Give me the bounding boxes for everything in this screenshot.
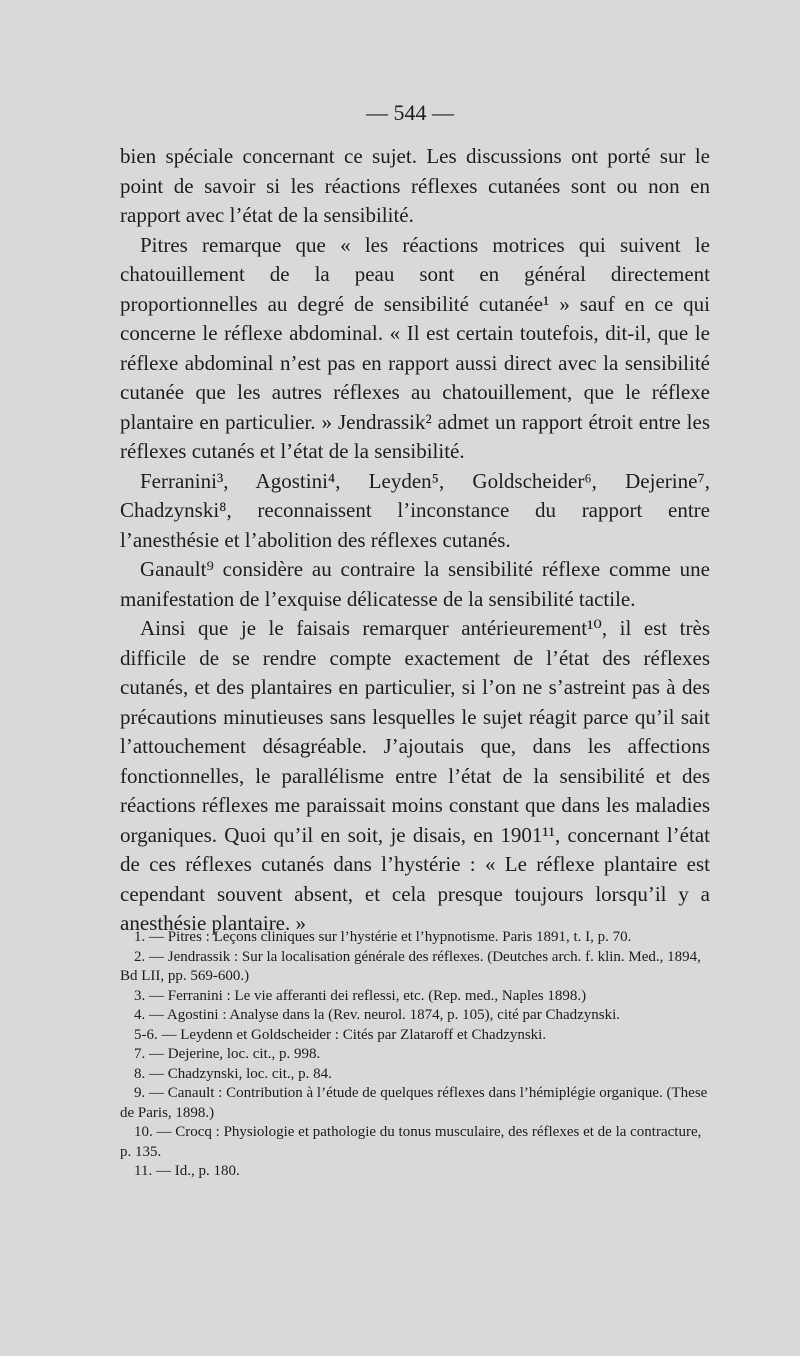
paragraph: Ganault⁹ considère au contraire la sensibilité réflexe comme une manifestation de l’exquise délicatesse de la sensibilité tactile. — [120, 557, 710, 611]
paragraph: Pitres remarque que « les réactions motrices qui suivent le chatouillement de la peau sont en général directement proportionnelles au degré de sensibilité cutanée¹ » sauf en ce qui concerne le réflexe abdominal. « Il est certain toutefois, dit-il, que le réflexe abdominal n’est pas en rapport aussi direct avec la sensibilité cutanée que les autres réflexes au chatouillement, que le réflexe plantaire en particulier. » Jendrassik² admet un rapport étroit entre les réflexes cutanés et l’état de la sensibilité. — [120, 232, 710, 463]
footnote: 11. — Id., p. 180. — [134, 1163, 240, 1179]
footnote: 2. — Jendrassik : Sur la localisation générale des réflexes. (Deutches arch. f. klin. Med., 1894, Bd LII, pp. 569-600.) — [120, 948, 701, 984]
footnote: 10. — Crocq : Physiologie et pathologie du tonus musculaire, des réflexes et de la contracture, p. 135. — [120, 1124, 702, 1160]
footnote: 7. — Dejerine, loc. cit., p. 998. — [134, 1046, 321, 1062]
page-number: — 544 — — [366, 100, 454, 125]
footnote: 4. — Agostini : Analyse dans la (Rev. neurol. 1874, p. 105), cité par Chadzynski. — [134, 1007, 621, 1023]
paragraph: Ferranini³, Agostini⁴, Leyden⁵, Goldscheider⁶, Dejerine⁷, Chadzynski⁸, reconnaissent l’inconstance du rapport entre l’anesthésie et l’abolition des réflexes cutanés. — [120, 468, 710, 552]
footnote: 9. — Canault : Contribution à l’étude de quelques réflexes dans l’hémiplégie organique. (These de Paris, 1898.) — [120, 1085, 708, 1121]
footnote: 1. — Pitres : Leçons cliniques sur l’hystérie et l’hypnotisme. Paris 1891, t. I, p. 70. — [134, 929, 632, 945]
footnotes — [120, 928, 710, 1182]
paragraph: bien spéciale concernant ce sujet. Les discussions ont porté sur le point de savoir si les réactions réflexes cutanées sont ou non en rapport avec l’état de la sensibilité. — [120, 144, 710, 227]
footnote: 8. — Chadzynski, loc. cit., p. 84. — [134, 1065, 332, 1082]
footnote: 5-6. — Leydenn et Goldscheider : Cités par Zlataroff et Chadzynski. — [134, 1026, 547, 1043]
paragraph: Ainsi que je le faisais remarquer antérieurement¹⁰, il est très difficile de se rendre compte exactement de l’état des réflexes cutanés, et des plantaires en particulier, si l’on ne s’astreint pas à des précautions minutieuses sans lesquelles le sujet réagit parce qu’il sait l’attouchement désagréable. J’ajoutais que, dans les affections fonctionnelles, le parallélisme entre l’état de la sensibilité et des réactions réflexes me paraissait moins constant que dans les maladies organiques. Quoi qu’il en soit, je disais, en 1901¹¹, concernant l’état de ces réflexes cutanés dans l’hystérie : « Le réflexe plantaire est cependant souvent absent, et cela presque toujours lorsqu’il y a anesthésie plantaire. » — [120, 616, 710, 935]
footnote: 3. — Ferranini : Le vie afferanti dei reflessi, etc. (Rep. med., Naples 1898.) — [134, 987, 587, 1004]
body-text — [120, 142, 710, 939]
